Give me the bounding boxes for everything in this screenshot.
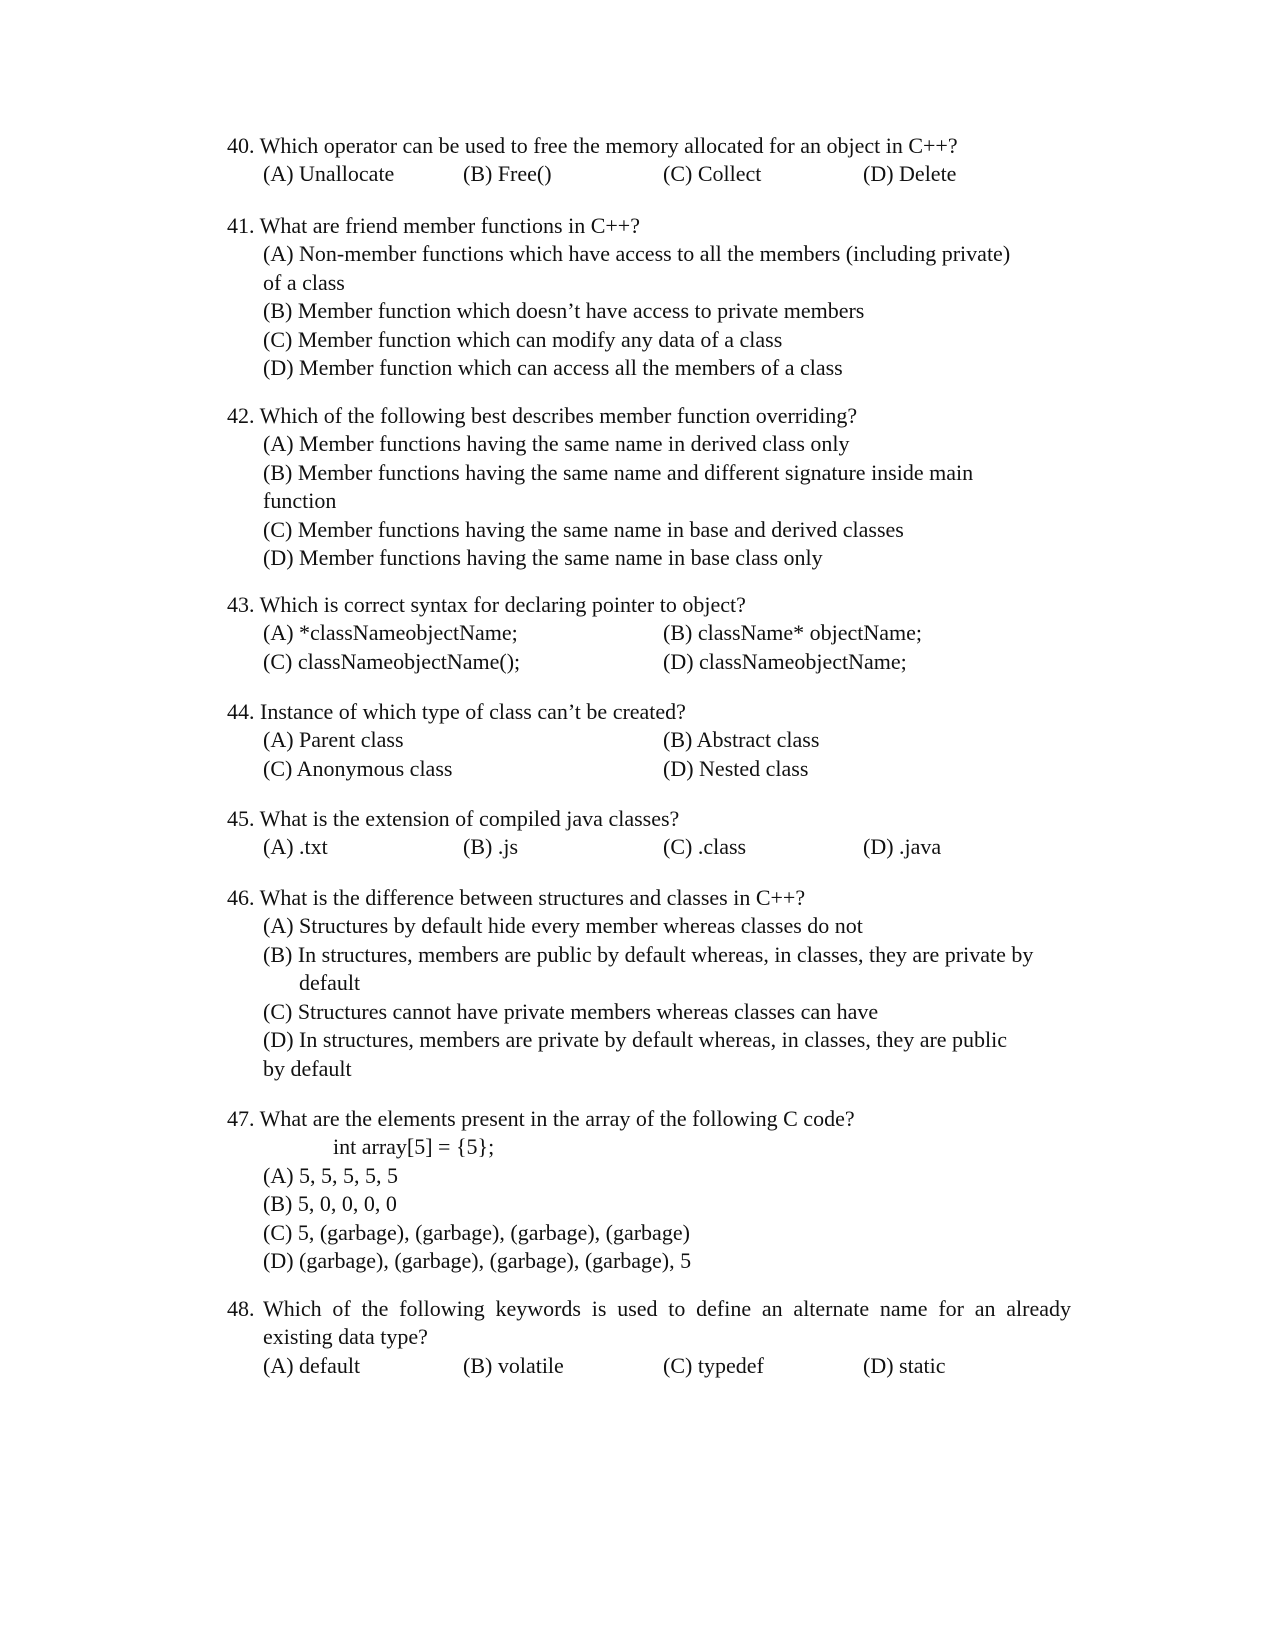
question-stem	[227, 698, 1275, 726]
options-row	[263, 619, 1275, 648]
option-a-continued: of a class	[263, 269, 345, 295]
question-number: 47.	[227, 1106, 255, 1131]
question-number: 42.	[227, 403, 255, 428]
question-text: What are friend member functions in C++?	[259, 213, 640, 238]
question-stem	[227, 805, 1275, 833]
option-a: (A) Member functions having the same name in derived class only	[263, 431, 850, 456]
option-b: (B) 5, 0, 0, 0, 0	[263, 1191, 397, 1216]
options-list	[263, 1162, 1275, 1276]
option-c: (C) .class	[663, 834, 747, 859]
option-b-continued: default	[299, 970, 361, 995]
question-stem	[227, 591, 1275, 619]
option-b: (B) className* objectName;	[663, 620, 923, 645]
question-47	[227, 1105, 1275, 1276]
options-row	[263, 755, 1275, 784]
option-d: (D) Nested class	[663, 755, 809, 781]
option-c: (C) Member function which can modify any data of a class	[263, 326, 783, 352]
question-stem	[227, 1105, 1275, 1133]
option-c: (C) Collect	[663, 161, 762, 186]
question-number: 45.	[227, 806, 255, 831]
question-text: What is the difference between structures and classes in C++?	[259, 885, 806, 910]
options-list	[263, 240, 1275, 383]
option-c: (C) typedef	[663, 1352, 764, 1378]
option-c: (C) 5, (garbage), (garbage), (garbage), (garbage)	[263, 1219, 690, 1245]
option-d: (D) (garbage), (garbage), (garbage), (garbage), 5	[263, 1248, 692, 1273]
option-a: (A) 5, 5, 5, 5, 5	[263, 1162, 399, 1188]
options-row	[263, 1352, 1275, 1381]
option-a: (A) Unallocate	[263, 161, 395, 186]
options-row	[263, 726, 1275, 755]
option-b: (B) volatile	[463, 1352, 564, 1378]
options-list	[263, 912, 1275, 1083]
question-text: What are the elements present in the array of the following C code?	[259, 1106, 855, 1131]
question-number: 40.	[227, 133, 255, 158]
option-a: (A) Non-member functions which have access to all the members (including private)	[263, 241, 1011, 266]
option-b: (B) In structures, members are public by default whereas, in classes, they are private by	[263, 941, 1034, 967]
option-a: (A) default	[263, 1352, 361, 1378]
option-d: (D) .java	[863, 834, 942, 859]
options-row	[263, 648, 1275, 677]
question-text: What is the extension of compiled java classes?	[259, 806, 680, 831]
question-text: Which operator can be used to free the memory allocated for an object in C++?	[259, 133, 958, 158]
question-46	[227, 884, 1275, 1083]
option-b: (B) Member function which doesn’t have access to private members	[263, 298, 865, 323]
options-list	[263, 430, 1275, 573]
question-text-continued: existing data type?	[263, 1324, 428, 1349]
question-number: 41.	[227, 213, 255, 238]
question-number: 48.	[227, 1296, 255, 1321]
options-row	[263, 160, 1275, 189]
question-text: Which is correct syntax for declaring pointer to object?	[259, 592, 746, 617]
question-number: 46.	[227, 885, 255, 910]
option-b-continued: function	[263, 488, 337, 513]
option-c: (C) Structures cannot have private members whereas classes can have	[263, 998, 879, 1024]
question-stem	[227, 402, 1275, 430]
option-c: (C) Member functions having the same name in base and derived classes	[263, 516, 904, 542]
option-c: (C) classNameobjectName();	[263, 648, 521, 674]
question-number: 43.	[227, 592, 255, 617]
question-41	[227, 212, 1275, 383]
question-number: 44.	[227, 699, 255, 724]
question-40	[227, 132, 1275, 189]
option-b: (B) Free()	[463, 161, 552, 186]
question-text: Which of the following keywords is used to define an alternate name for an already	[263, 1296, 1071, 1321]
option-d: (D) Member function which can access all the members of a class	[263, 355, 843, 380]
question-44	[227, 698, 1275, 783]
question-45	[227, 805, 1275, 862]
code-snippet: int array[5] = {5};	[333, 1134, 495, 1159]
option-b: (B) .js	[463, 834, 518, 859]
option-c: (C) Anonymous class	[263, 755, 453, 781]
question-text: Which of the following best describes member function overriding?	[259, 403, 858, 428]
option-d: (D) Delete	[863, 161, 957, 186]
question-48	[227, 1295, 1275, 1380]
question-stem	[227, 212, 1275, 240]
option-d-continued: by default	[263, 1055, 352, 1081]
options-row	[263, 833, 1275, 862]
option-d: (D) static	[863, 1352, 946, 1378]
question-stem	[227, 1295, 1275, 1323]
option-d: (D) Member functions having the same name in base class only	[263, 545, 823, 570]
option-a: (A) Structures by default hide every member whereas classes do not	[263, 913, 863, 938]
option-a: (A) Parent class	[263, 727, 404, 752]
option-b: (B) Abstract class	[663, 727, 820, 752]
option-a: (A) .txt	[263, 834, 328, 859]
question-43	[227, 591, 1275, 676]
question-stem	[227, 132, 1275, 160]
option-d: (D) In structures, members are private by default whereas, in classes, they are public	[263, 1027, 1008, 1052]
question-stem	[227, 884, 1275, 912]
question-text: Instance of which type of class can’t be created?	[260, 699, 686, 724]
question-42	[227, 402, 1275, 573]
option-b: (B) Member functions having the same name and different signature inside main	[263, 459, 974, 485]
option-a: (A) *classNameobjectName;	[263, 620, 518, 645]
option-d: (D) classNameobjectName;	[663, 648, 907, 674]
